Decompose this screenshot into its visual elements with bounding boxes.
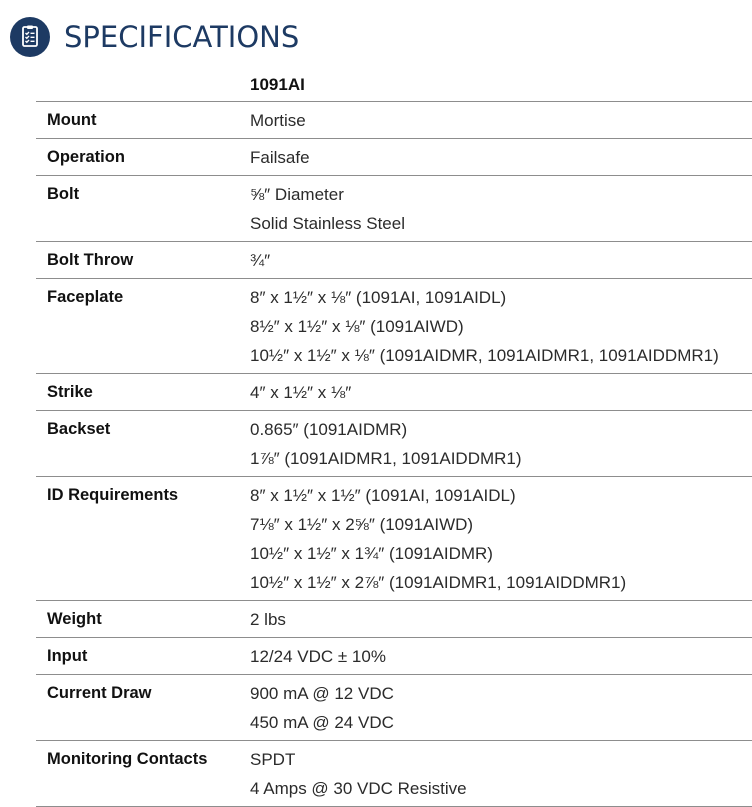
spec-value: 450 mA @ 24 VDC	[250, 713, 394, 732]
spec-values	[250, 415, 752, 473]
spec-label: Operation	[47, 148, 125, 166]
spec-label: Input	[47, 647, 88, 665]
spec-value: ¾″	[250, 251, 271, 270]
spec-label: Current Draw	[47, 684, 152, 702]
spec-label: Backset	[47, 420, 111, 438]
spec-value: 2 lbs	[250, 610, 286, 629]
spec-values	[250, 605, 752, 634]
spec-label: Bolt	[47, 185, 80, 203]
spec-row	[36, 675, 752, 741]
spec-row	[36, 638, 752, 675]
page-title: SPECIFICATIONS	[64, 20, 300, 54]
spec-value: ⅝″ Diameter	[250, 185, 344, 204]
spec-row	[36, 139, 752, 176]
spec-row	[36, 601, 752, 638]
spec-values	[250, 679, 752, 737]
spec-label: Faceplate	[47, 288, 124, 306]
spec-values	[250, 378, 752, 407]
spec-row	[36, 242, 752, 279]
spec-row	[36, 102, 752, 139]
spec-value: 0.865″ (1091AIDMR)	[250, 420, 408, 439]
spec-values	[250, 642, 752, 671]
spec-value: Mortise	[250, 111, 306, 130]
spec-row	[36, 374, 752, 411]
spec-value: 10½″ x 1½″ x 1¾″ (1091AIDMR)	[250, 544, 493, 563]
spec-value: 12/24 VDC ± 10%	[250, 647, 386, 666]
spec-value: Failsafe	[250, 148, 310, 167]
spec-row	[36, 411, 752, 477]
spec-values	[250, 143, 752, 172]
spec-label: Monitoring Contacts	[47, 750, 208, 768]
spec-values	[250, 481, 752, 597]
spec-value: 8½″ x 1½″ x ⅛″ (1091AIWD)	[250, 317, 464, 336]
spec-row	[36, 741, 752, 807]
spec-value: SPDT	[250, 750, 296, 769]
spec-value: 10½″ x 1½″ x 2⅞″ (1091AIDMR1, 1091AIDDMR1)	[250, 573, 627, 592]
spec-label: Mount	[47, 111, 97, 129]
spec-row	[36, 477, 752, 601]
spec-value: 8″ x 1½″ x ⅛″ (1091AI, 1091AIDL)	[250, 288, 507, 307]
spec-value: 7⅛″ x 1½″ x 2⅝″ (1091AIWD)	[250, 515, 474, 534]
section-header	[10, 15, 299, 59]
spec-value: Solid Stainless Steel	[250, 214, 405, 233]
spec-value: 1⅞″ (1091AIDMR1, 1091AIDDMR1)	[250, 449, 522, 468]
spec-label: Bolt Throw	[47, 251, 134, 269]
spec-value: 8″ x 1½″ x 1½″ (1091AI, 1091AIDL)	[250, 486, 516, 505]
spec-label: Weight	[47, 610, 102, 628]
specifications-table	[36, 101, 752, 807]
checklist-document-icon	[10, 17, 50, 57]
spec-values	[250, 283, 752, 370]
spec-values	[250, 106, 752, 135]
spec-value: 4 Amps @ 30 VDC Resistive	[250, 779, 467, 798]
spec-values	[250, 745, 752, 803]
spec-values	[250, 246, 752, 275]
spec-value: 10½″ x 1½″ x ⅛″ (1091AIDMR, 1091AIDMR1, 1091AIDDMR1)	[250, 346, 719, 365]
spec-value: 4″ x 1½″ x ⅛″	[250, 383, 352, 402]
spec-value: 900 mA @ 12 VDC	[250, 684, 394, 703]
spec-row	[36, 279, 752, 374]
model-column-header: 1091AI	[250, 75, 305, 94]
spec-values	[250, 180, 752, 238]
spec-label: ID Requirements	[47, 486, 179, 504]
spec-label: Strike	[47, 383, 93, 401]
spec-row	[36, 176, 752, 242]
